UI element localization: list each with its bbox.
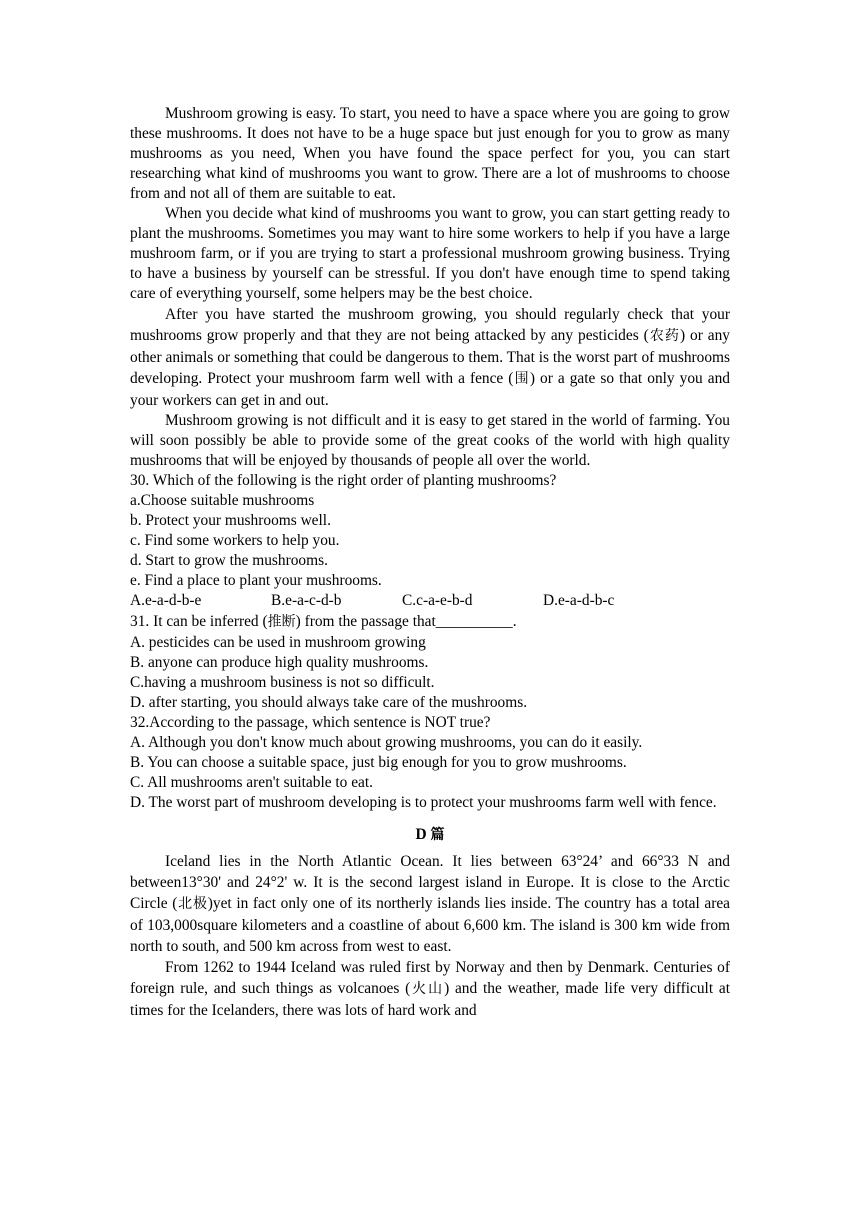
- passage-c-paragraph-4: Mushroom growing is not difficult and it is easy to get stared in the world of farming. You will soon possibly be able to provide some of the great cooks of the world with high quality mushrooms that will be enjoyed by thousands of people all over the world.: [130, 412, 730, 469]
- passage-d-p2-text-1: From 1262 to 1944 Iceland was ruled first by Norway and then by Denmark. Centuries of foreign rule, and such things as volcanoes (: [130, 959, 730, 997]
- question-32-option-c: C. All mushrooms aren't suitable to eat.: [130, 774, 374, 791]
- paragraph-3-text-1: After you have started the mushroom growing, you should regularly check that your mushrooms grow properly and that they are not being attacked by any pesticides (: [130, 306, 730, 344]
- question-31-stem-cjk: 推断: [267, 614, 296, 630]
- document-page: [130, 104, 730, 1021]
- question-30-option-b: B.e-a-c-d-b: [271, 592, 342, 609]
- passage-d-p1-text-2: )yet in fact only one of its northerly islands lies inside. The country has a total area of 103,000square kilometers and a coastline of about 6,600 km. The island is 300 km wide from north to south, and 500 km across from west to east.: [130, 895, 731, 955]
- passage-c-paragraph-2: When you decide what kind of mushrooms you want to grow, you can start getting ready to plant the mushrooms. Sometimes you may want to hire some workers to help if you have a large mushroom farm, or if you are trying to start a professional mushroom growing business. Trying to have a business by yourself can be stressful. If you don't have enough time to spend taking care of everything yourself, some helpers may be the best choice.: [130, 205, 730, 302]
- question-30-option-c: C.c-a-e-b-d: [402, 592, 473, 609]
- question-31-stem-text-2: ) from the passage that__________.: [295, 613, 517, 630]
- paragraph-3-cjk-fence: 围: [513, 371, 530, 387]
- question-31-option-b: B. anyone can produce high quality mushrooms.: [130, 654, 429, 671]
- question-30-item-d: d. Start to grow the mushrooms.: [130, 552, 328, 569]
- question-30-options: [130, 591, 730, 611]
- passage-d-p2-cjk-volcanoes: 火山: [410, 981, 445, 997]
- section-d-title-letter: D: [415, 826, 431, 843]
- question-30-option-d: D.e-a-d-b-c: [543, 592, 615, 609]
- question-32-option-d: D. The worst part of mushroom developing is to protect your mushrooms farm well with fence.: [130, 794, 717, 811]
- paragraph-3-cjk-pesticides: 农药: [648, 328, 680, 344]
- question-31-option-a: A. pesticides can be used in mushroom growing: [130, 634, 426, 651]
- section-d-title: [130, 825, 730, 845]
- passage-d-p2-text-2: ) and the weather, made life very difficult at times for the Icelanders, there was lots of hard work and: [130, 980, 730, 1019]
- question-30-item-e: e. Find a place to plant your mushrooms.: [130, 572, 382, 589]
- passage-c-paragraph-1: Mushroom growing is easy. To start, you need to have a space where you are going to grow these mushrooms. It does not have to be a huge space but just enough for you to grow as many mushrooms as you need, When you have found the space perfect for you, you can start researching what kind of mushrooms you want to grow. There are a lot of mushrooms to choose from and not all of them are suitable to eat.: [130, 105, 730, 202]
- section-d-title-cjk: 篇: [430, 827, 445, 843]
- question-31-option-c: C.having a mushroom business is not so difficult.: [130, 674, 435, 691]
- question-31-stem: [130, 611, 730, 633]
- question-30-item-a: a.Choose suitable mushrooms: [130, 492, 315, 509]
- question-30-stem: 30. Which of the following is the right order of planting mushrooms?: [130, 472, 557, 489]
- passage-d-paragraph-1: [130, 851, 730, 957]
- question-31-option-d: D. after starting, you should always take care of the mushrooms.: [130, 694, 528, 711]
- passage-d-p1-text-1: Iceland lies in the North Atlantic Ocean. It lies between 63°24’ and 66°33 N and between13°30' and 24°2' w. It is the second largest island in Europe. It is close to the Arctic Circle (: [130, 853, 730, 912]
- paragraph-3-text-2: ) or any other animals or something that could be dangerous to them. That is the worst part of mushrooms developing. Protect your mushroom farm well with a fence (: [130, 327, 730, 387]
- question-31-stem-text-1: 31. It can be inferred (: [130, 613, 268, 630]
- question-32-option-a: A. Although you don't know much about growing mushrooms, you can do it easily.: [130, 734, 643, 751]
- question-30-option-a: A.e-a-d-b-e: [130, 592, 202, 609]
- passage-d-paragraph-2: [130, 957, 730, 1021]
- paragraph-3-text-3: ) or a gate so that only you and your workers can get in and out.: [130, 370, 730, 409]
- question-32-option-b: B. You can choose a suitable space, just big enough for you to grow mushrooms.: [130, 754, 627, 771]
- question-30-item-b: b. Protect your mushrooms well.: [130, 512, 331, 529]
- question-32-stem: 32.According to the passage, which sentence is NOT true?: [130, 714, 491, 731]
- question-30-item-c: c. Find some workers to help you.: [130, 532, 340, 549]
- passage-c-paragraph-3: [130, 304, 730, 411]
- passage-d-p1-cjk-arctic: 北极: [177, 896, 208, 912]
